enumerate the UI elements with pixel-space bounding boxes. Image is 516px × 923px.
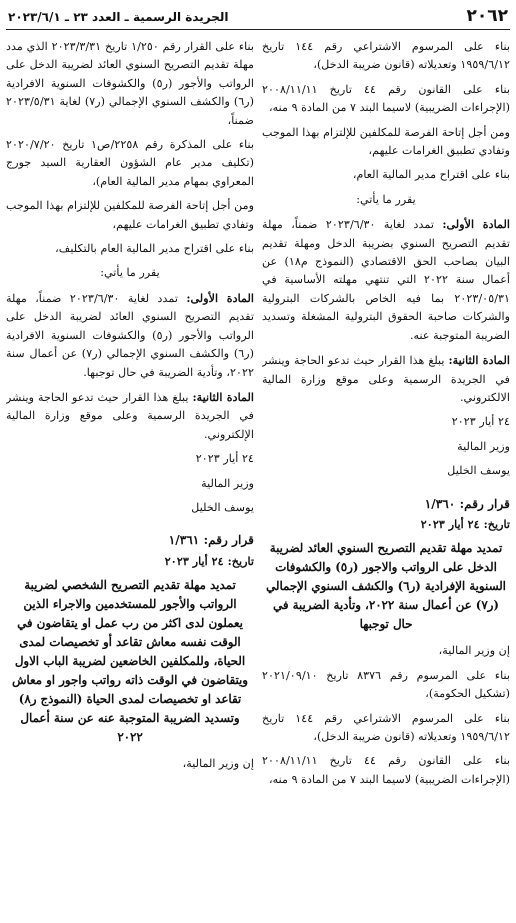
article-text: يبلغ هذا القرار حيث تدعو الحاجة وينشر في الجريدة الرسمية وعلى موقع وزارة المالية الالكتروني.	[262, 354, 510, 404]
article-label: المادة الأولى:	[186, 290, 254, 305]
article-text: يبلغ هذا القرار حيث تدعو الحاجة وينشر في الجريدة الرسمية وعلى موقع وزارة المالية الإلكتروني.	[6, 390, 254, 441]
article-label: المادة الثانية:	[192, 389, 254, 404]
left-column	[6, 38, 254, 795]
decision-date: تاريخ: ٢٤ أيار ٢٠٢٣	[164, 553, 254, 568]
signature-date: ٢٤ أيار ٢٠٢٣	[195, 452, 254, 466]
signature-date: ٢٤ أيار ٢٠٢٣	[451, 415, 510, 429]
paragraph: بناء على المرسوم الاشتراعي رقم ١٤٤ تاريخ ١٩٥٩/٦/١٢ وتعديلاته (قانون ضريبة الدخل)،	[262, 711, 510, 743]
article-label: المادة الأولى:	[442, 217, 510, 232]
article-1	[262, 215, 510, 345]
paragraph: بناء على المرسوم الاشتراعي رقم ١٤٤ تاريخ ١٩٥٩/٦/١٢ وتعديلاته (قانون ضريبة الدخل)،	[262, 40, 510, 72]
paragraph: بناء على المذكرة رقم ٢٢٥٨/ص١ تاريخ ٢٠٢٠/٧/٢٠ (تكليف مدير عام الشؤون العقارية السيد جورج المعراوي بمهام مدير المالية العام)،	[6, 138, 254, 188]
columns	[6, 38, 510, 795]
decision-title: تمديد مهلة تقديم التصريح الشخصي لضريبة الرواتب والأجور للمستخدمين والاجراء الذين يعملون لدى اكثر من رب عمل او يتقاضون في الوقت نفسه معاش تقاعد أو تخصيصات لمدى الحياة، وللمكلفين الخاضعين لضريبة الباب الاول ويتقاضون في الوقت ذاته رواتب واجور او معاش تقاعد او تخصيصات لمدى الحياة (النموذج ر٨) وتسديد الضريبة المتوجبة عنه عن سنة أعمال ٢٠٢٢	[11, 578, 248, 745]
article-text: تمدد لغاية ٢٠٢٣/٦/٣٠ ضمناً، مهلة تقديم التصريح السنوي بضريبة الدخل ومهلة تقديم البيان بصاحب الحق الاقتصادي (النموذج م١٨) عن أعمال سنة ٢٠٢٢ التي تنتهي مهلته الأساسية في ٢٠٢٣/٠٥/٣١ بما فيه الخاص بالشركات البترولية والشركات صاحبة الحقوق البترولية المشغلة وتسديد الضريبة المتوجبة عنه.	[262, 218, 510, 342]
page-header	[6, 0, 510, 30]
decides-line: يقرر ما يأتي:	[100, 266, 160, 280]
paragraph: إن وزير المالية،	[182, 757, 254, 771]
page-number: ٢٠٦٢	[466, 6, 508, 26]
right-column	[262, 38, 510, 795]
article-label: المادة الثانية:	[448, 353, 510, 368]
paragraph: إن وزير المالية،	[438, 644, 510, 658]
paragraph: بناء على المرسوم رقم ٨٣٧٦ تاريخ ٢٠٢١/٠٩/١٠ (تشكيل الحكومة)،	[262, 668, 510, 701]
running-title: الجريدة الرسمية ـ العدد ٢٣ ـ ٢٠٢٣/٦/١	[8, 10, 229, 24]
signature-role: وزير المالية	[201, 476, 254, 490]
article-2	[262, 351, 510, 407]
article-2	[6, 388, 254, 444]
paragraph: بناء على اقتراح مدير المالية العام،	[352, 168, 510, 182]
paragraph: ومن أجل إتاحة الفرصة للمكلفين للإلتزام بهذا الموجب وتفادي تطبيق الغرامات عليهم،	[6, 199, 254, 231]
signature-name: يوسف الخليل	[191, 500, 254, 514]
decision-number: قرار رقم: ١/٣٦١	[168, 533, 254, 548]
decides-line: يقرر ما يأتي:	[356, 192, 416, 206]
decision-number: قرار رقم: ١/٣٦٠	[424, 496, 510, 511]
decision-date: تاريخ: ٢٤ أيار ٢٠٢٣	[420, 516, 510, 531]
paragraph: ومن أجل إتاحة الفرصة للمكلفين للإلتزام بهذا الموجب وتفادي تطبيق الغرامات عليهم،	[262, 125, 510, 158]
article-text: تمدد لغاية ٢٠٢٣/٦/٣٠ ضمناً، مهلة تقديم التصريح السنوي العائد لضريبة الدخل على الرواتب والأجور (ر٥) والكشوفات السنوية الافرادية (ر٦) والكشف السنوي الإجمالي (ر٧) عن أعمال سنة ٢٠٢٢، وتأدية الضريبة في حال توجبها.	[6, 291, 254, 379]
signature-name: يوسف الخليل	[447, 464, 510, 478]
paragraph: بناء على القانون رقم ٤٤ تاريخ ٢٠٠٨/١١/١١ (الإجراءات الضريبية) لاسيما البند ٧ من المادة ٩ منه،	[262, 82, 510, 115]
paragraph: بناء على القانون رقم ٤٤ تاريخ ٢٠٠٨/١١/١١ (الإجراءات الضريبية) لاسيما البند ٧ من المادة ٩ منه،	[262, 754, 510, 786]
paragraph: بناء على القرار رقم ١/٢٥٠ تاريخ ٢٠٢٣/٣/٣١ الذي مدد مهلة تقديم التصريح السنوي العائد لضريبة الدخل على الرواتب والأجور (ر٥) والكشوفات السنوية الافرادية (ر٦) والكشف السنوي الإجمالي (ر٧) لغاية ٢٠٢٣/٥/٣١ ضمناً،	[6, 40, 254, 127]
paragraph: بناء على اقتراح مدير المالية العام بالتكليف،	[55, 242, 254, 256]
article-1	[6, 289, 254, 382]
decision-title: تمديد مهلة تقديم التصريح السنوي العائد لضريبة الدخل على الرواتب والاجور (ر٥) والكشوفات السنوية الإفرادية (ر٦) والكشف السنوي الإجمالي (ر٧) عن أعمال سنة ٢٠٢٢، وتأدية الضريبة في حال توجبها	[266, 541, 506, 632]
signature-role: وزير المالية	[457, 439, 510, 453]
